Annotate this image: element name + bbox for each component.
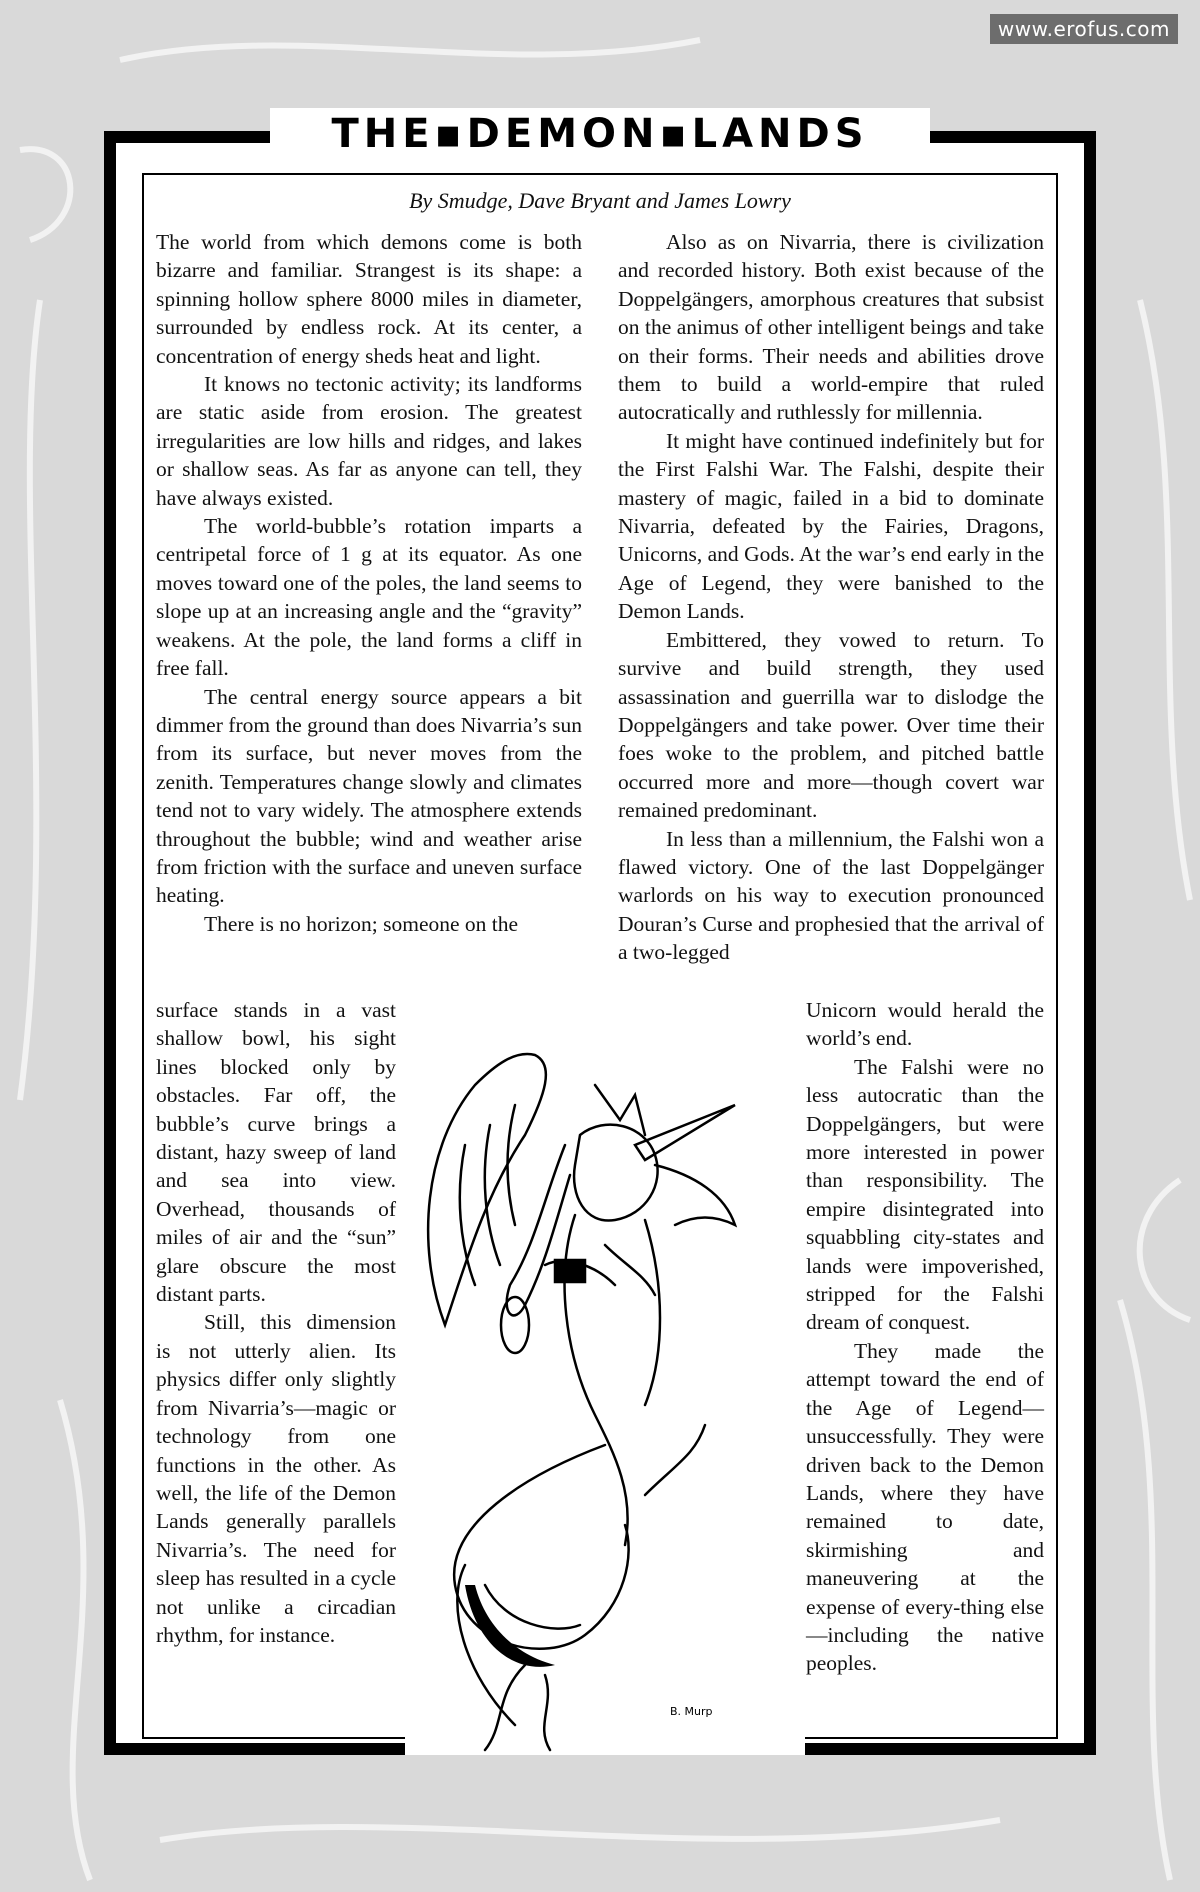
right-column-top [618, 228, 1044, 967]
paragraph: There is no horizon; someone on the [204, 911, 519, 936]
paragraph: Embittered, they vowed to return. To survive and build strength, they used assassination and guerrilla war to dislodge the Doppelgängers and take power. Over time their foes woke to the problem, and pitched battle occurred more and more—though covert war remained predominant. [618, 627, 1044, 823]
paragraph: Still, this dimension is not utterly alien. Its physics differ only slightly from Nivarria’s—magic or technology from one functions in the other. As well, the life of the Demon Lands generally parallels Nivarria’s. The need for sleep has resulted in a cycle not unlike a circadian rhythm, for instance. [156, 1310, 396, 1647]
paragraph: Unicorn would herald the world’s end. [806, 998, 1044, 1051]
page-title: THE▪DEMON▪LANDS [331, 111, 869, 157]
paragraph: They made the attempt toward the end of the Age of Legend—unsuccessfully. They were driven back to the Demon Lands, where they have remained to date, skirmishing and maneuvering at the expense of every-thing else—including the native peoples. [806, 1338, 1044, 1676]
paragraph: Also as on Nivarria, there is civilization and recorded history. Both exist because of the Doppelgängers, amorphous creatures that subsist on the animus of other intelligent beings and take on their forms. Their needs and abilities drove them to build a world-empire that ruled autocratically and ruthlessly for millennia. [618, 230, 1044, 425]
illustration [405, 1025, 805, 1755]
paragraph: It knows no tectonic activity; its landforms are static aside from erosion. The greatest irregularities are low hills and ridges, and lakes or shallow seas. As far as anyone can tell, they have always existed. [156, 372, 582, 510]
right-column-lower [806, 996, 1044, 1678]
paragraph: The central energy source appears a bit dimmer from the ground than does Nivarria’s sun from its surface, but never moves from the zenith. Temperatures change slowly and climates tend not to vary widely. The atmosphere extends throughout the bubble; wind and weather arise from friction with the surface and uneven surface heating. [156, 684, 582, 908]
paragraph: It might have continued indefinitely but for the First Falshi War. The Falshi, despite their mastery of magic, failed in a bid to dominate Nivarria, defeated by the Fairies, Dragons, Unicorns, and Gods. At the war’s end early in the Age of Legend, they were banished to the Demon Lands. [618, 428, 1044, 624]
title-plate [270, 108, 930, 160]
byline: By Smudge, Dave Bryant and James Lowry [409, 188, 791, 213]
paragraph: surface stands in a vast shallow bowl, his sight lines blocked only by obstacles. Far off, the bubble’s curve brings a distant, hazy sweep of land and sea into view. Overhead, thousands of miles of air and the “sun” glare obscure the most distant parts. [156, 998, 396, 1307]
paragraph: In less than a millennium, the Falshi won a flawed victory. One of the last Doppelgänger warlords on his way to execution pronounced Douran’s Curse and prophesied that the arrival of a two-legged [618, 826, 1044, 965]
paragraph: The Falshi were no less autocratic than the Doppelgängers, but were more interested in power than responsibility. The empire disintegrated into squabbling city-states and lands were impoverished, stripped for the Falshi dream of conquest. [806, 1054, 1044, 1335]
paragraph: The world from which demons come is both bizarre and familiar. Strangest is its shape: a spinning hollow sphere 8000 miles in diameter, surrounded by endless rock. At its center, a concentration of energy sheds heat and light. [156, 230, 582, 368]
paragraph: The world-bubble’s rotation imparts a centripetal force of 1 g at its equator. As one moves toward one of the poles, the land seems to slope up at an increasing angle and the “gravity” weakens. At the pole, the land forms a cliff in free fall. [156, 514, 582, 681]
left-column-lower [156, 996, 396, 1649]
winged-fox-unicorn-illustration-icon [405, 1025, 805, 1755]
watermark: www.erofus.com [990, 14, 1178, 44]
left-column-top [156, 228, 582, 938]
illustration-signature: B. Murp [670, 1705, 713, 1718]
